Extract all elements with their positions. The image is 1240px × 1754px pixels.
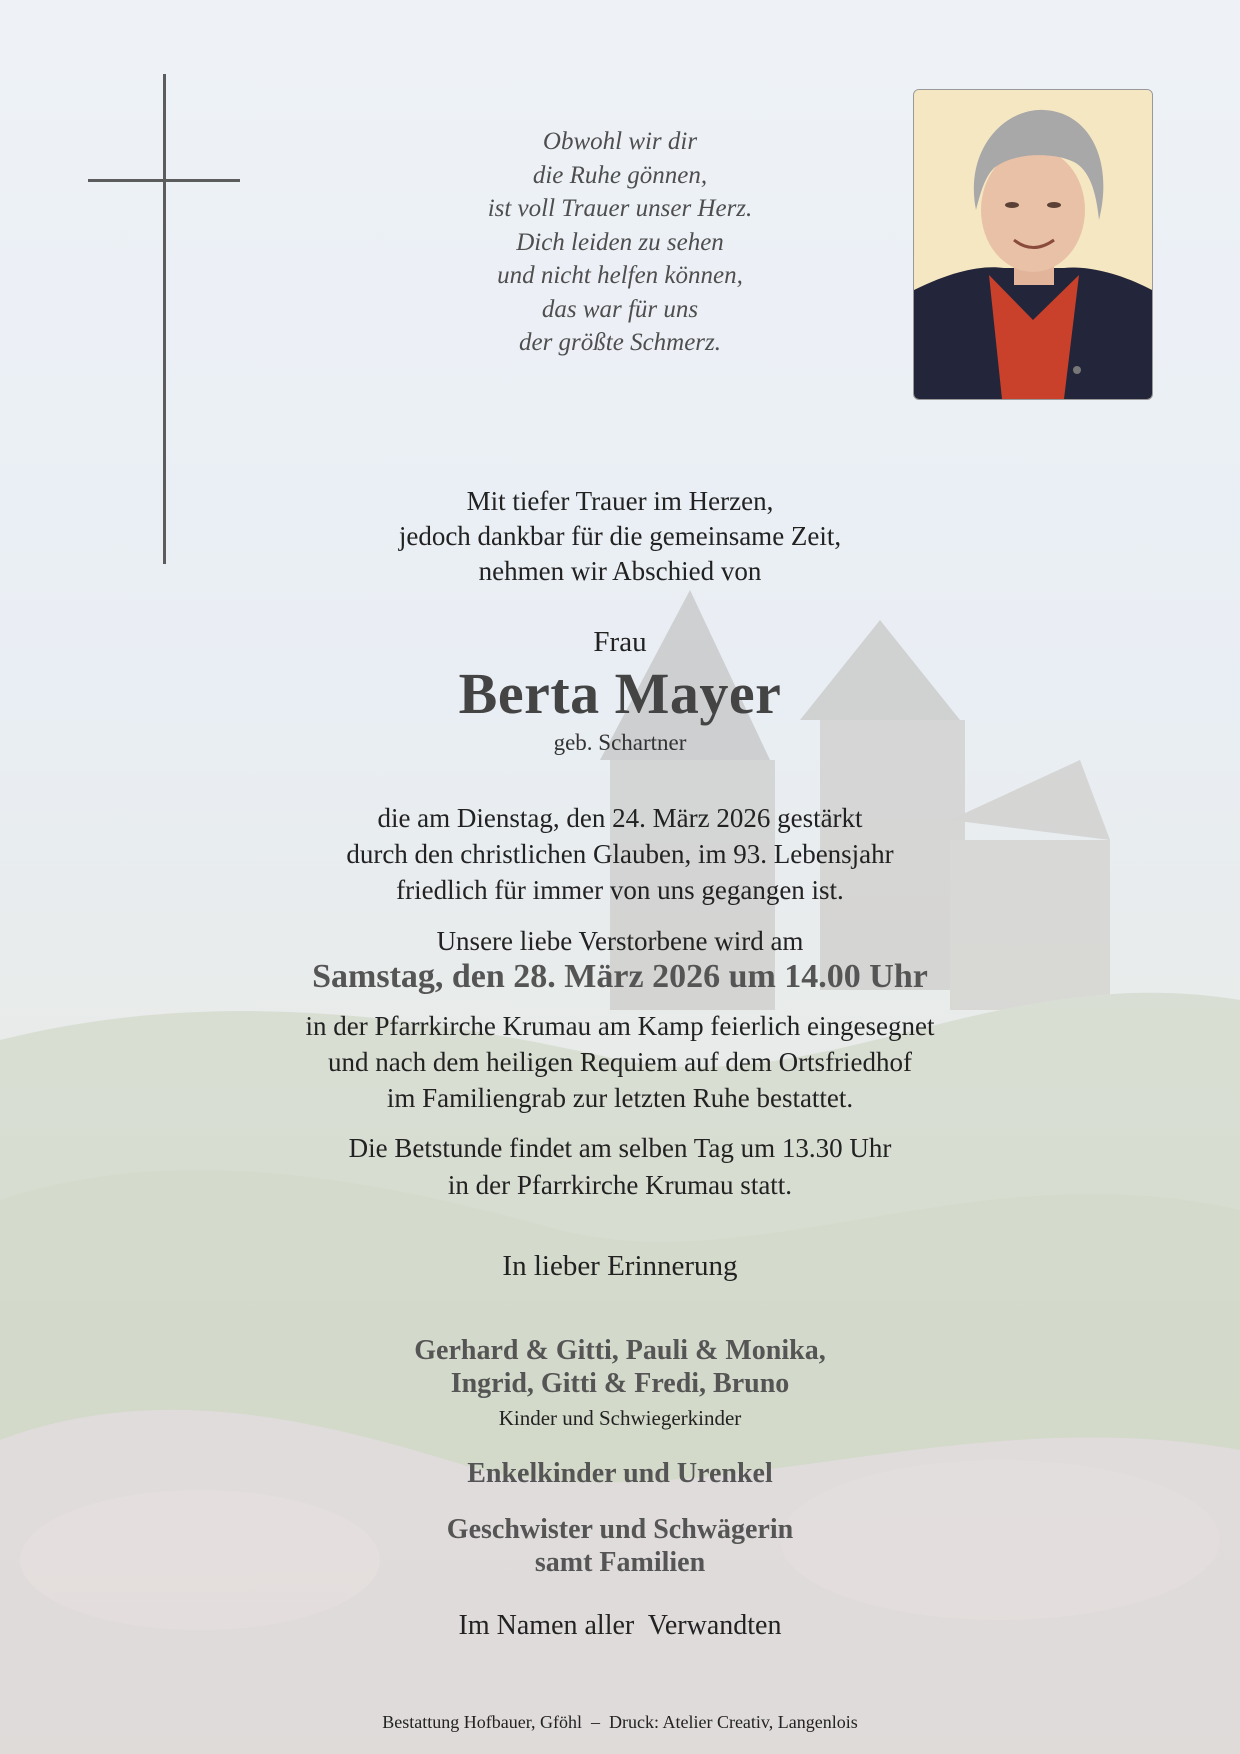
poem-line: Obwohl wir dir bbox=[542, 128, 698, 155]
maiden-name: geb. Schartner bbox=[553, 730, 687, 755]
poem bbox=[420, 125, 820, 360]
death-notice-line: friedlich für immer von uns gegangen ist. bbox=[396, 875, 844, 905]
funeral-intro: Unsere liebe Verstorbene wird am bbox=[436, 926, 804, 956]
funeral-details bbox=[170, 1008, 1070, 1116]
poem-line: die Ruhe gönnen, bbox=[532, 161, 708, 189]
prayer-hour-line: in der Pfarrkirche Krumau statt. bbox=[447, 1170, 793, 1200]
prayer-hour-line: Die Betstunde findet am selben Tag um 13.30 Uhr bbox=[348, 1133, 892, 1163]
poem-line: der größte Schmerz. bbox=[518, 329, 722, 356]
cross-icon-vertical bbox=[163, 74, 166, 564]
siblings bbox=[170, 1513, 1070, 1579]
prayer-hour bbox=[170, 1130, 1070, 1204]
intro-line: nehmen wir Abschied von bbox=[478, 556, 762, 586]
relatives: Im Namen aller Verwandten bbox=[458, 1610, 782, 1641]
children-label: Kinder und Schwiegerkinder bbox=[498, 1406, 742, 1430]
deceased-name: Berta Mayer bbox=[458, 661, 782, 726]
death-notice-line: durch den christlichen Glauben, im 93. Lebensjahr bbox=[346, 839, 894, 869]
children-line: Ingrid, Gitti & Fredi, Bruno bbox=[450, 1368, 790, 1399]
poem-line: Dich leiden zu sehen bbox=[516, 228, 724, 256]
funeral-details-line: und nach dem heiligen Requiem auf dem Ortsfriedhof bbox=[327, 1047, 913, 1077]
salutation: Frau bbox=[593, 626, 647, 658]
grandchildren: Enkelkinder und Urenkel bbox=[467, 1458, 773, 1489]
siblings-line: samt Familien bbox=[534, 1547, 706, 1578]
memory-heading: In lieber Erinnerung bbox=[502, 1250, 738, 1282]
siblings-line: Geschwister und Schwägerin bbox=[446, 1514, 794, 1545]
funeral-details-line: im Familiengrab zur letzten Ruhe bestattet. bbox=[386, 1083, 854, 1113]
funeral-date: Samstag, den 28. März 2026 um 14.00 Uhr bbox=[312, 958, 928, 995]
footer-credits: Bestattung Hofbauer, Gföhl – Druck: Atelier Creativ, Langenlois bbox=[382, 1712, 858, 1732]
intro-text bbox=[170, 484, 1070, 589]
children-names bbox=[170, 1334, 1070, 1400]
intro-line: jedoch dankbar für die gemeinsame Zeit, bbox=[398, 521, 842, 551]
intro-line: Mit tiefer Trauer im Herzen, bbox=[466, 486, 774, 516]
poem-line: ist voll Trauer unser Herz. bbox=[487, 195, 753, 222]
children-line: Gerhard & Gitti, Pauli & Monika, bbox=[414, 1335, 826, 1366]
portrait-photo bbox=[913, 89, 1153, 400]
poem-line: das war für uns bbox=[541, 295, 699, 323]
funeral-details-line: in der Pfarrkirche Krumau am Kamp feierlich eingesegnet bbox=[305, 1011, 935, 1041]
poem-line: und nicht helfen können, bbox=[497, 262, 743, 289]
death-notice bbox=[170, 800, 1070, 908]
cross-icon-horizontal bbox=[88, 179, 240, 182]
death-notice-line: die am Dienstag, den 24. März 2026 gestärkt bbox=[377, 803, 863, 833]
